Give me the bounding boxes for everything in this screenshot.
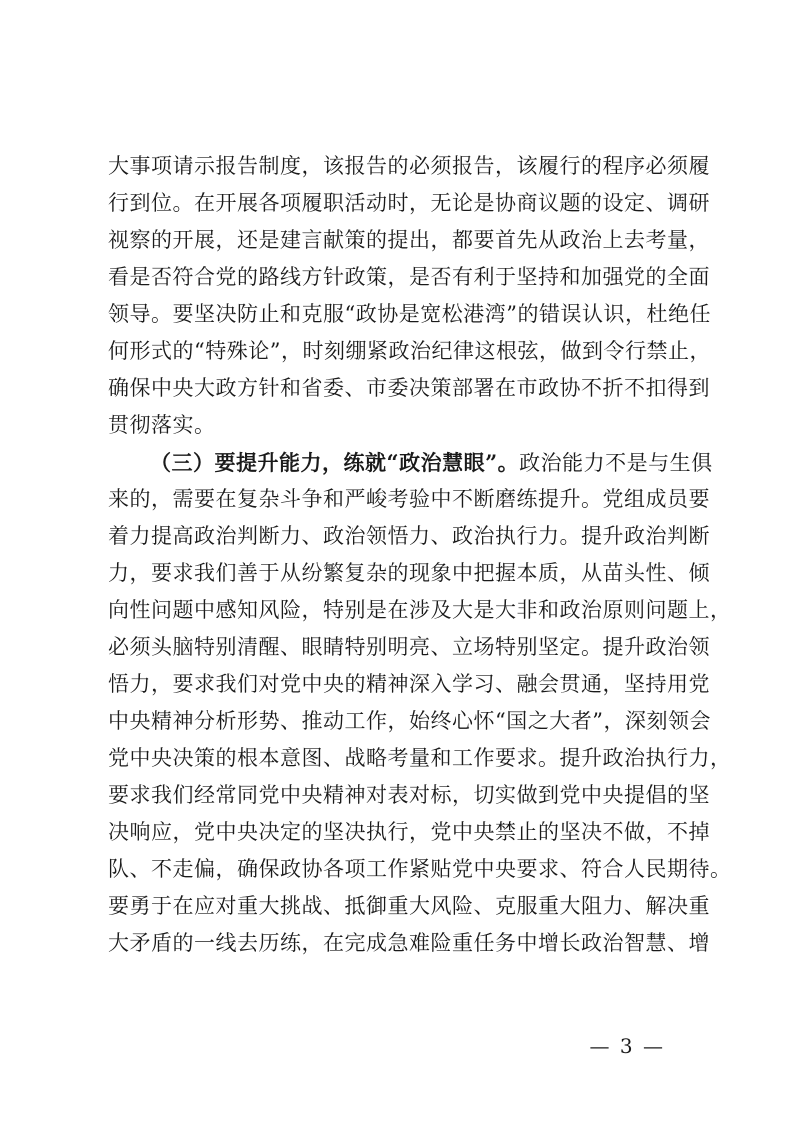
page-number: — 3 — (589, 1034, 665, 1058)
text-inline: 政治能力不是与生俱 (519, 451, 713, 475)
text-line: 要勇于在应对重大挑战、抵御重大风险、克服重大阻力、解决重 (108, 894, 710, 918)
text-line: 力，要求我们善于从纷繁复杂的现象中把握本质，从苗头性、倾 (108, 561, 710, 585)
text-line: 大矛盾的一线去历练，在完成急难险重任务中增长政治智慧、增 (108, 931, 710, 955)
text-line: 悟力，要求我们对党中央的精神深入学习、融会贯通，坚持用党 (108, 672, 710, 696)
text-line: 必须头脑特别清醒、眼睛特别明亮、立场特别坚定。提升政治领 (108, 635, 710, 659)
text-line: 确保中央大政方针和省委、市委决策部署在市政协不折不扣得到 (108, 376, 710, 400)
text-line (108, 962, 688, 999)
text-line: 向性问题中感知风险，特别是在涉及大是大非和政治原则问题上， (108, 598, 732, 622)
text-line: 行到位。在开展各项履职活动时，无论是协商议题的设定、调研 (108, 191, 710, 215)
section-heading: （三）要提升能力，练就“政治慧眼”。 (150, 450, 520, 475)
text-line: 何形式的“特殊论”，时刻绷紧政治纪律这根弦，做到令行禁止， (108, 339, 711, 363)
text-line: 大事项请示报告制度，该报告的必须报告，该履行的程序必须履 (108, 154, 710, 178)
text-line: 队、不走偏，确保政协各项工作紧贴党中央要求、符合人民期待。 (108, 857, 732, 881)
text-line: 来的，需要在复杂斗争和严峻考验中不断磨练提升。党组成员要 (108, 487, 710, 511)
text-line: 要求我们经常同党中央精神对表对标，切实做到党中央提倡的坚 (108, 783, 710, 807)
text-line: 视察的开展，还是建言献策的提出，都要首先从政治上去考量， (108, 228, 710, 252)
text-line: 贯彻落实。 (108, 413, 216, 437)
text-line: 看是否符合党的路线方针政策，是否有利于坚持和加强党的全面 (108, 265, 710, 289)
text-line-first (150, 444, 713, 481)
text-line: 着力提高政治判断力、政治领悟力、政治执行力。提升政治判断 (108, 524, 710, 548)
text-line: 领导。要坚决防止和克服“政协是宽松港湾”的错误认识，杜绝任 (108, 302, 711, 326)
text-line: 决响应，党中央决定的坚决执行，党中央禁止的坚决不做，不掉 (108, 820, 710, 844)
text-line: 中央精神分析形势、推动工作，始终心怀“国之大者”，深刻领会 (108, 709, 711, 733)
text-line: 党中央决策的根本意图、战略考量和工作要求。提升政治执行力， (108, 746, 732, 770)
